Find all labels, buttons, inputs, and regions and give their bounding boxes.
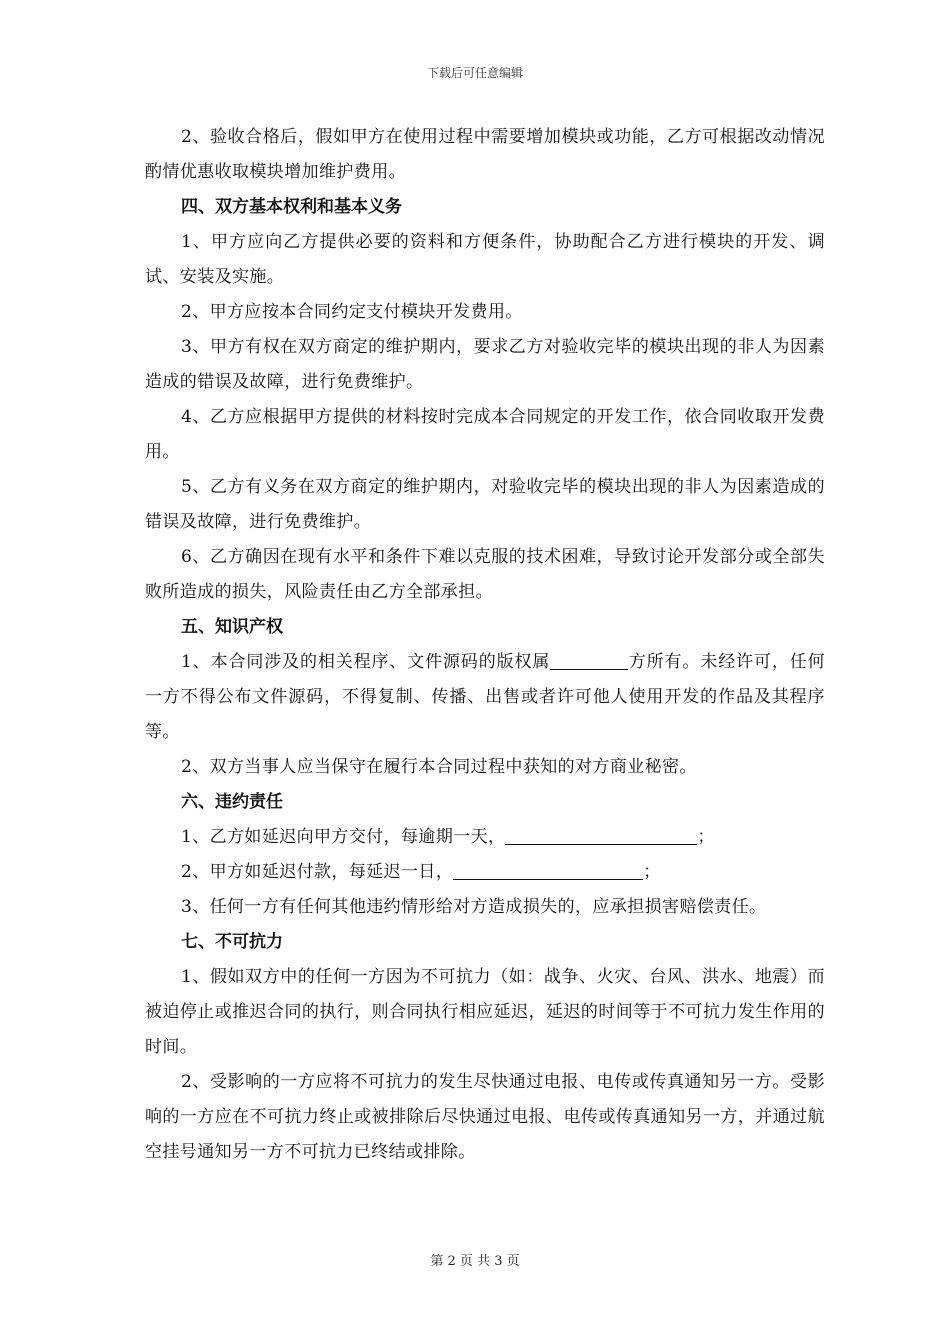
- clause-liability-2: [145, 855, 825, 890]
- clause-liability-1: [145, 820, 825, 855]
- clause-rights-3: 3、甲方有权在双方商定的维护期内，要求乙方对验收完毕的模块出现的非人为因素造成的错误及故障，进行免费维护。: [145, 337, 825, 392]
- clause-ip-2: 2、双方当事人应当保守在履行本合同过程中获知的对方商业秘密。: [181, 757, 697, 777]
- clause-liability-2-text-b: ；: [643, 862, 661, 882]
- clause-rights-6: 6、乙方确因在现有水平和条件下难以克服的技术困难，导致讨论开发部分或全部失败所造成的损失，风险责任由乙方全部承担。: [145, 547, 825, 602]
- page-header: 下载后可任意编辑: [426, 66, 523, 80]
- clause-ip-1-text-a: 1、本合同涉及的相关程序、文件源码的版权属: [181, 652, 551, 672]
- blank-field-delivery-penalty: [505, 826, 697, 845]
- blank-field-payment-penalty: [453, 861, 643, 880]
- clause-liability-1-text-a: 1、乙方如延迟向甲方交付，每逾期一天，: [181, 827, 506, 847]
- clause-rights-2: 2、甲方应按本合同约定支付模块开发费用。: [181, 302, 523, 322]
- clause-ip-1: [145, 645, 825, 750]
- document-body: [145, 120, 825, 1170]
- clause-liability-1-text-b: ；: [697, 827, 715, 847]
- clause-liability-3: 3、任何一方有任何其他违约情形给对方造成损失的，应承担损害赔偿责任。: [181, 897, 767, 917]
- clause-acceptance-2: 2、验收合格后，假如甲方在使用过程中需要增加模块或功能，乙方可根据改动情况酌情优惠收取模块增加维护费用。: [145, 127, 825, 182]
- section-heading-ip: 五、知识产权: [181, 617, 283, 637]
- clause-rights-4: 4、乙方应根据甲方提供的材料按时完成本合同规定的开发工作，依合同收取开发费用。: [145, 407, 825, 462]
- clause-rights-1: 1、甲方应向乙方提供必要的资料和方便条件，协助配合乙方进行模块的开发、调试、安装及实施。: [145, 232, 825, 287]
- section-heading-rights: 四、双方基本权利和基本义务: [181, 197, 402, 217]
- clause-ip-1-text-b: 方所有。未经许可，任何一方不得公布文件源码，不得复制、传播、出售或者许可他人使用开发的作品及其程序等。: [145, 652, 825, 742]
- page-footer: 第 2 页 共 3 页: [430, 1254, 520, 1269]
- section-heading-force-majeure: 七、不可抗力: [181, 932, 283, 952]
- blank-field-owner: [550, 651, 628, 670]
- clause-liability-2-text-a: 2、甲方如延迟付款，每延迟一日，: [181, 862, 454, 882]
- clause-force-majeure-2: 2、受影响的一方应将不可抗力的发生尽快通过电报、电传或传真通知另一方。受影响的一方应在不可抗力终止或被排除后尽快通过电报、电传或传真通知另一方，并通过航空挂号通知另一方不可抗力已终结或排除。: [145, 1072, 825, 1162]
- clause-rights-5: 5、乙方有义务在双方商定的维护期内，对验收完毕的模块出现的非人为因素造成的错误及故障，进行免费维护。: [145, 477, 825, 532]
- section-heading-liability: 六、违约责任: [181, 792, 283, 812]
- clause-force-majeure-1: 1、假如双方中的任何一方因为不可抗力（如：战争、火灾、台风、洪水、地震）而被迫停止或推迟合同的执行，则合同执行相应延迟，延迟的时间等于不可抗力发生作用的时间。: [145, 967, 825, 1057]
